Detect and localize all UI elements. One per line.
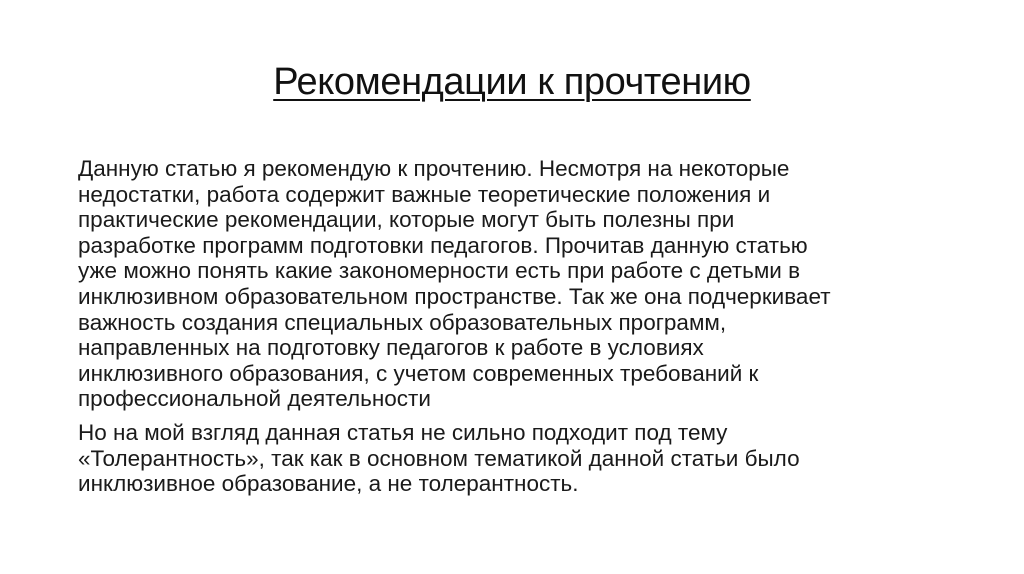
text-line: практические рекомендации, которые могут быть полезны при [78, 207, 735, 233]
text-line: «Толерантность», так как в основном тематикой данной статьи было [78, 445, 800, 471]
paragraph-recommendation [78, 156, 958, 412]
paragraph-opinion [78, 420, 958, 497]
text-line: направленных на подготовку педагогов к работе в условиях [78, 335, 704, 361]
text-line: уже можно понять какие закономерности есть при работе с детьми в [78, 258, 801, 284]
text-line: разработке программ подготовки педагогов. Прочитав данную статью [78, 232, 808, 258]
text-line: профессиональной деятельности [78, 386, 431, 412]
text-line: инклюзивном образовательном пространстве. Так же она подчеркивает [78, 283, 831, 309]
text-line: важность создания специальных образовательных программ, [78, 309, 727, 335]
text-line: недостатки, работа содержит важные теоретические положения и [78, 181, 771, 207]
text-line: Данную статью я рекомендую к прочтению. Несмотря на некоторые [78, 156, 790, 181]
slide-title: Рекомендации к прочтению [273, 61, 751, 103]
text-line: инклюзивного образования, с учетом современных требований к [78, 360, 759, 386]
text-line: Но на мой взгляд данная статья не сильно подходит под тему [78, 419, 728, 445]
slide-body [78, 156, 958, 497]
text-line: инклюзивное образование, а не толерантность. [78, 471, 579, 497]
